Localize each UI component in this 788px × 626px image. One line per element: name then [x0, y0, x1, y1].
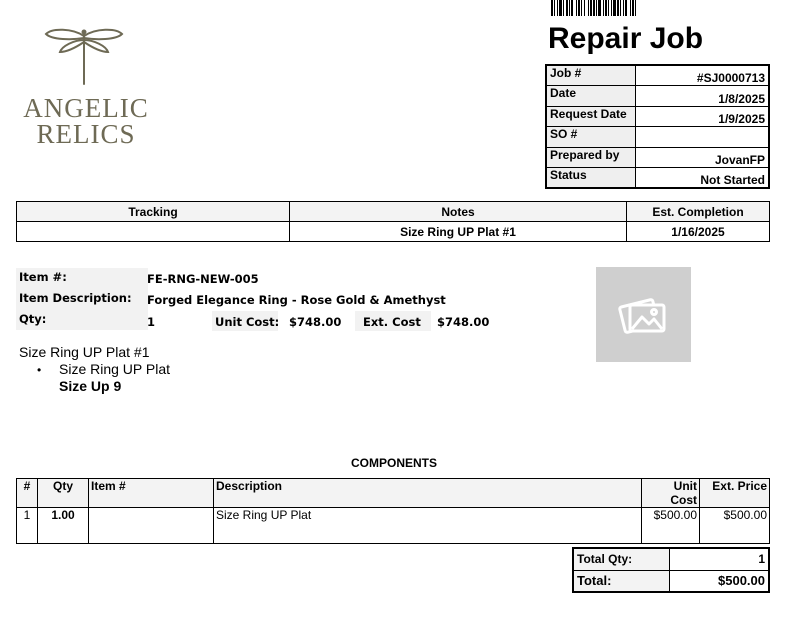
job-number-label: Job #	[546, 65, 635, 86]
job-info-row	[546, 168, 769, 189]
col-number-header: #	[17, 479, 38, 508]
repair-notes-title: Size Ring UP Plat #1	[19, 344, 150, 360]
logo-text-line2: RELICS	[36, 119, 136, 149]
total-row	[573, 570, 769, 592]
item-number-value: FE-RNG-NEW-005	[147, 272, 259, 286]
components-title: COMPONENTS	[350, 456, 437, 470]
so-number-label: SO #	[546, 127, 635, 148]
date-label: Date	[546, 86, 635, 107]
qty-label: Qty:	[19, 312, 47, 326]
status-label: Status	[546, 168, 635, 189]
item-photo-placeholder	[596, 267, 691, 362]
barcode	[551, 0, 687, 16]
prepared-by-value: JovanFP	[635, 147, 769, 168]
job-info-row	[546, 127, 769, 148]
repair-notes-bullet	[37, 361, 170, 377]
unit-cost-label: Unit Cost:	[215, 315, 280, 329]
col-unit-cost-header: Unit Cost	[642, 479, 700, 508]
so-number-value	[635, 127, 769, 148]
bullet-marker: •	[37, 363, 42, 377]
logo-text-line1: ANGELIC	[23, 93, 149, 123]
job-info-row	[546, 106, 769, 127]
company-logo	[18, 26, 154, 149]
total-qty-value: 1	[669, 548, 769, 570]
qty-value: 1	[147, 315, 156, 329]
total-value: $500.00	[669, 570, 769, 592]
col-description-header: Description	[214, 479, 642, 508]
notes-value: Size Ring UP Plat #1	[290, 222, 627, 242]
row-ext-price: $500.00	[700, 508, 770, 544]
job-info-table	[545, 64, 770, 189]
total-qty-row	[573, 548, 769, 570]
request-date-label: Request Date	[546, 106, 635, 127]
job-info-row	[546, 147, 769, 168]
dragonfly-icon	[42, 26, 126, 86]
job-info-row	[546, 65, 769, 86]
col-ext-price-header: Ext. Price	[700, 479, 770, 508]
row-qty: 1.00	[38, 508, 89, 544]
totals-table	[572, 547, 770, 593]
col-qty-header: Qty	[38, 479, 89, 508]
item-number-label: Item #:	[19, 270, 67, 284]
est-completion-header: Est. Completion	[627, 202, 770, 222]
document-title: Repair Job	[548, 22, 704, 55]
components-table	[16, 478, 770, 544]
repair-notes-bullet-text: Size Ring UP Plat	[59, 361, 171, 377]
ext-cost-value: $748.00	[437, 315, 490, 329]
row-number: 1	[17, 508, 38, 544]
repair-notes-detail: Size Up 9	[59, 378, 122, 394]
date-value: 1/8/2025	[635, 86, 769, 107]
total-label: Total:	[573, 570, 669, 592]
est-completion-value: 1/16/2025	[627, 222, 770, 242]
item-description-value: Forged Elegance Ring - Rose Gold & Amethyst	[147, 293, 446, 307]
ext-cost-label: Ext. Cost	[363, 315, 421, 329]
tracking-value	[17, 222, 290, 242]
prepared-by-label: Prepared by	[546, 147, 635, 168]
components-header-row	[17, 479, 770, 508]
row-item	[89, 508, 214, 544]
tracking-table	[16, 201, 770, 242]
request-date-value: 1/9/2025	[635, 106, 769, 127]
total-qty-label: Total Qty:	[573, 548, 669, 570]
tracking-header: Tracking	[17, 202, 290, 222]
table-row	[17, 508, 770, 544]
item-description-label: Item Description:	[19, 291, 132, 305]
image-placeholder-icon	[618, 293, 668, 335]
col-item-header: Item #	[89, 479, 214, 508]
row-description: Size Ring UP Plat	[214, 508, 642, 544]
barcode-bar	[636, 0, 638, 16]
tracking-value-row	[17, 222, 770, 242]
status-value: Not Started	[635, 168, 769, 189]
unit-cost-value: $748.00	[289, 315, 342, 329]
notes-header: Notes	[290, 202, 627, 222]
row-unit-cost: $500.00	[642, 508, 700, 544]
job-number-value: #SJ0000713	[635, 65, 769, 86]
tracking-header-row	[17, 202, 770, 222]
job-info-row	[546, 86, 769, 107]
